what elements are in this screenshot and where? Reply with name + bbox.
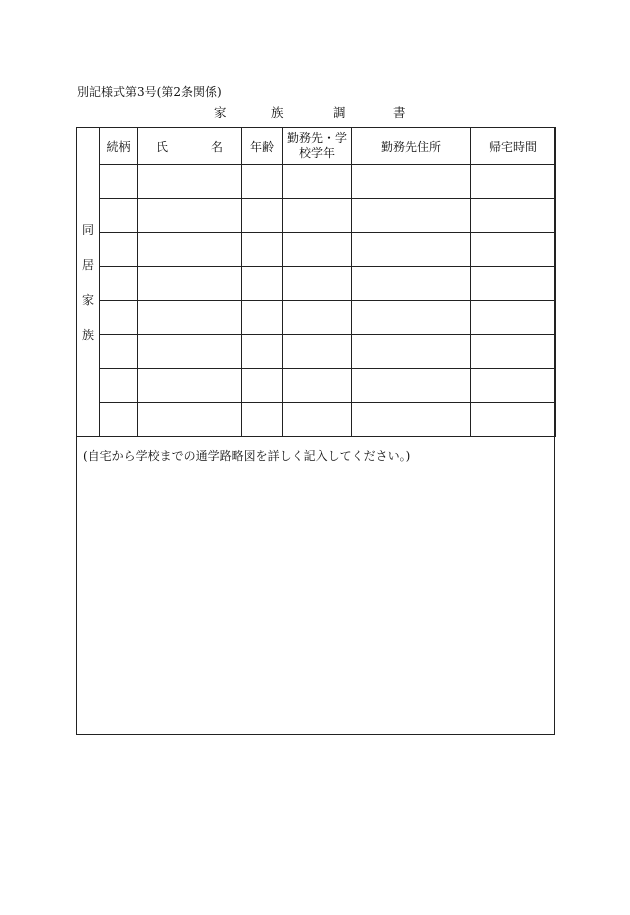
age-cell[interactable] <box>242 165 283 199</box>
document-title <box>214 103 414 121</box>
title-char: 書 <box>393 105 406 120</box>
side-label-char: 家 <box>81 292 94 307</box>
return-time-cell[interactable] <box>471 369 556 403</box>
work-school-cell[interactable] <box>283 165 352 199</box>
age-cell[interactable] <box>242 233 283 267</box>
name-cell[interactable] <box>138 199 242 233</box>
header-relation: 続柄 <box>100 128 138 165</box>
work-address-cell[interactable] <box>352 403 471 437</box>
table-row <box>77 267 556 301</box>
family-table <box>76 127 556 437</box>
header-name <box>138 128 242 165</box>
age-cell[interactable] <box>242 335 283 369</box>
header-return-time: 帰宅時間 <box>471 128 556 165</box>
work-school-cell[interactable] <box>283 199 352 233</box>
name-cell[interactable] <box>138 335 242 369</box>
return-time-cell[interactable] <box>471 199 556 233</box>
work-address-cell[interactable] <box>352 233 471 267</box>
table-row <box>77 403 556 437</box>
table-row <box>77 165 556 199</box>
header-row <box>77 128 556 165</box>
relation-cell[interactable] <box>100 335 138 369</box>
side-label-char: 族 <box>81 327 94 342</box>
header-work-school <box>283 128 352 165</box>
age-cell[interactable] <box>242 403 283 437</box>
age-cell[interactable] <box>242 199 283 233</box>
title-char: 調 <box>333 105 346 120</box>
name-cell[interactable] <box>138 165 242 199</box>
title-char: 家 <box>214 105 227 120</box>
work-school-cell[interactable] <box>283 233 352 267</box>
work-school-cell[interactable] <box>283 267 352 301</box>
return-time-cell[interactable] <box>471 301 556 335</box>
side-label-char: 居 <box>81 257 94 272</box>
return-time-cell[interactable] <box>471 335 556 369</box>
relation-cell[interactable] <box>100 301 138 335</box>
age-cell[interactable] <box>242 369 283 403</box>
relation-cell[interactable] <box>100 403 138 437</box>
relation-cell[interactable] <box>100 233 138 267</box>
relation-cell[interactable] <box>100 369 138 403</box>
table-row <box>77 233 556 267</box>
return-time-cell[interactable] <box>471 403 556 437</box>
name-cell[interactable] <box>138 369 242 403</box>
header-work-school-line1: 勤務先・学 <box>286 131 347 145</box>
return-time-cell[interactable] <box>471 233 556 267</box>
header-name-right: 名 <box>210 139 223 154</box>
age-cell[interactable] <box>242 267 283 301</box>
return-time-cell[interactable] <box>471 267 556 301</box>
form-reference: 別記様式第3号(第2条関係) <box>77 85 222 99</box>
relation-cell[interactable] <box>100 267 138 301</box>
cohabiting-family-label <box>77 128 100 437</box>
title-char: 族 <box>271 105 284 120</box>
age-cell[interactable] <box>242 301 283 335</box>
table-row <box>77 199 556 233</box>
name-cell[interactable] <box>138 233 242 267</box>
table-row <box>77 335 556 369</box>
header-age: 年齢 <box>242 128 283 165</box>
work-address-cell[interactable] <box>352 301 471 335</box>
name-cell[interactable] <box>138 267 242 301</box>
work-address-cell[interactable] <box>352 335 471 369</box>
route-map-instruction: (自宅から学校までの通学路略図を詳しく記入してください。) <box>83 449 411 463</box>
work-address-cell[interactable] <box>352 369 471 403</box>
return-time-cell[interactable] <box>471 165 556 199</box>
header-name-left: 氏 <box>156 139 169 154</box>
work-address-cell[interactable] <box>352 165 471 199</box>
work-school-cell[interactable] <box>283 403 352 437</box>
name-cell[interactable] <box>138 403 242 437</box>
side-label-char: 同 <box>81 222 94 237</box>
work-address-cell[interactable] <box>352 199 471 233</box>
work-school-cell[interactable] <box>283 335 352 369</box>
work-school-cell[interactable] <box>283 369 352 403</box>
header-work-address: 勤務先住所 <box>352 128 471 165</box>
work-address-cell[interactable] <box>352 267 471 301</box>
name-cell[interactable] <box>138 301 242 335</box>
work-school-cell[interactable] <box>283 301 352 335</box>
relation-cell[interactable] <box>100 165 138 199</box>
table-row <box>77 369 556 403</box>
header-work-school-line2: 校学年 <box>298 146 335 160</box>
relation-cell[interactable] <box>100 199 138 233</box>
table-row <box>77 301 556 335</box>
